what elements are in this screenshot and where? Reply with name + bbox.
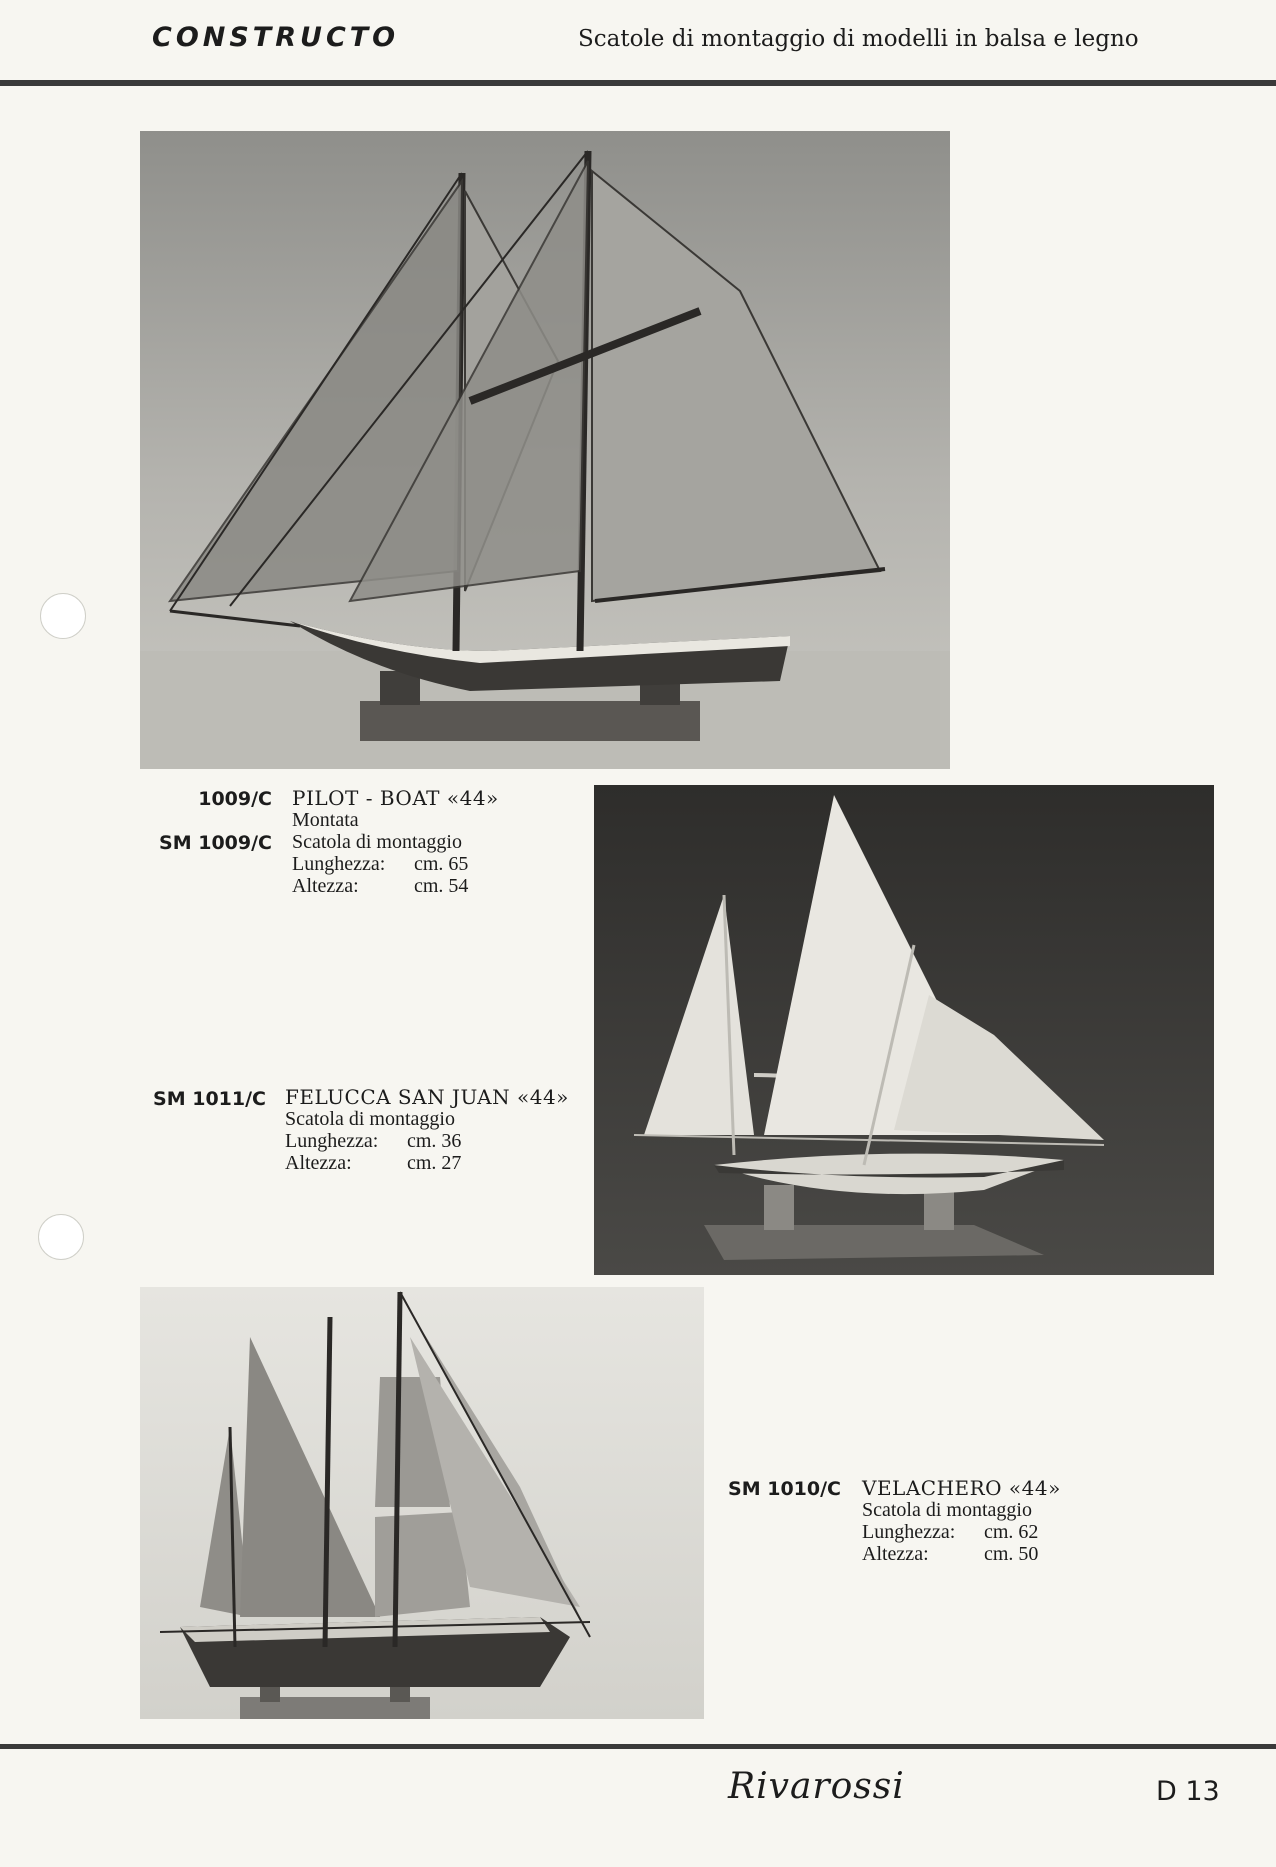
header-subtitle: Scatole di montaggio di modelli in balsa e legno: [578, 26, 1139, 52]
length-label: Lunghezza:: [862, 1521, 956, 1543]
product-name: VELACHERO «44»: [862, 1476, 1061, 1500]
length-label: Lunghezza:: [292, 853, 386, 875]
header-rule: [0, 80, 1276, 86]
length-row: [292, 853, 592, 875]
length-label: Lunghezza:: [285, 1130, 379, 1152]
height-label: Altezza:: [285, 1152, 352, 1174]
kit-label: Scatola di montaggio: [862, 1499, 1032, 1521]
rivarossi-logo: Rivarossi: [728, 1766, 905, 1807]
length-value: cm. 65: [414, 853, 469, 875]
height-value: cm. 50: [984, 1543, 1039, 1565]
product-code-kit: SM 1010/C: [728, 1478, 841, 1500]
binder-hole: [38, 1214, 84, 1260]
kit-label: Scatola di montaggio: [292, 831, 462, 853]
length-row: [285, 1130, 595, 1152]
height-row: [862, 1543, 1192, 1565]
length-value: cm. 62: [984, 1521, 1039, 1543]
length-value: cm. 36: [407, 1130, 462, 1152]
product-name: FELUCCA SAN JUAN «44»: [285, 1085, 569, 1109]
pilot-boat-photo: [140, 131, 950, 769]
product-code-kit: SM 1011/C: [153, 1088, 266, 1110]
page-code: D 13: [1156, 1776, 1220, 1807]
product-code-kit: SM 1009/C: [159, 832, 272, 854]
height-row: [292, 875, 592, 897]
height-value: cm. 27: [407, 1152, 462, 1174]
velachero-photo: [140, 1287, 704, 1719]
height-row: [285, 1152, 595, 1174]
product-details-felucca: [285, 1086, 595, 1174]
felucca-photo: [594, 785, 1214, 1275]
kit-label: Scatola di montaggio: [285, 1108, 455, 1130]
footer-rule: [0, 1744, 1276, 1749]
product-code-assembled: 1009/C: [198, 788, 272, 810]
product-details-velachero: [862, 1477, 1192, 1565]
height-value: cm. 54: [414, 875, 469, 897]
assembled-label: Montata: [292, 809, 359, 831]
brand-title: CONSTRUCTO: [152, 22, 400, 53]
product-name: PILOT - BOAT «44»: [292, 786, 499, 810]
binder-hole: [40, 593, 86, 639]
product-details-pilot-boat: [292, 787, 592, 897]
length-row: [862, 1521, 1192, 1543]
height-label: Altezza:: [292, 875, 359, 897]
height-label: Altezza:: [862, 1543, 929, 1565]
